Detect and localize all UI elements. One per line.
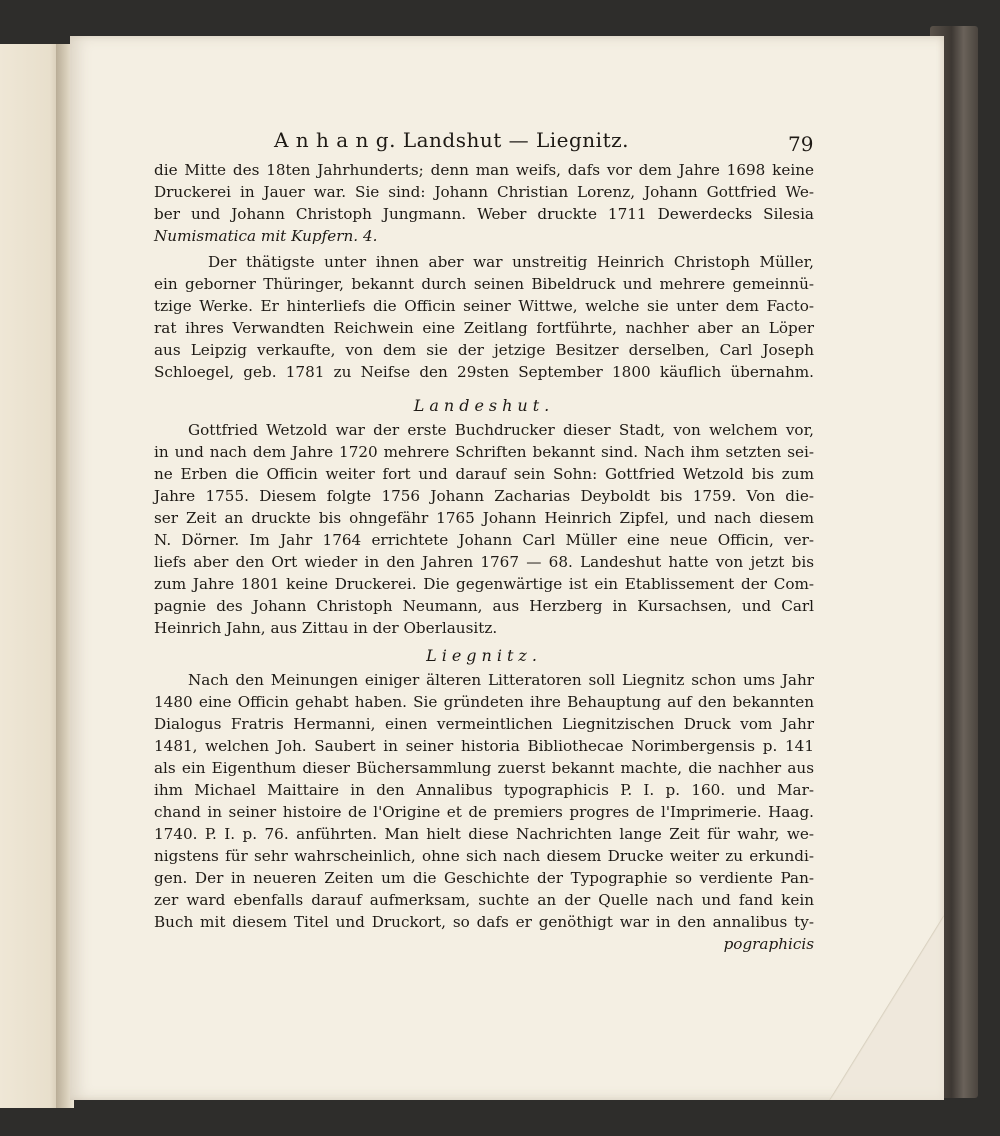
text-line: als ein Eigenthum dieser Büchersammlung zuerst bekannt machte, die nachher aus (154, 759, 814, 777)
text-line: Heinrich Jahn, aus Zittau in der Oberlausitz. (154, 619, 498, 637)
text-line: gen. Der in neueren Zeiten um die Geschichte der Typographie so verdiente Pan- (154, 869, 814, 887)
text-line: nigstens für sehr wahrscheinlich, ohne sich nach diesem Drucke weiter zu erkundi- (154, 847, 814, 865)
text-line: zer ward ebenfalls darauf aufmerksam, suchte an der Quelle nach und fand kein (154, 891, 814, 909)
text-line: liefs aber den Ort wieder in den Jahren 1767 — 68. Landeshut hatte von jetzt bis (154, 553, 814, 571)
text-line: ser Zeit an druckte bis ohngefähr 1765 Johann Heinrich Zipfel, und nach diesem (154, 509, 814, 527)
text-line: in und nach dem Jahre 1720 mehrere Schriften bekannt sind. Nach ihm setzten sei- (154, 443, 814, 461)
text-line: 1480 eine Officin gehabt haben. Sie gründeten ihre Behauptung auf den bekannten (154, 693, 814, 711)
text-line: die Mitte des 18ten Jahrhunderts; denn man weifs, dafs vor dem Jahre 1698 keine (154, 161, 814, 179)
section-heading-liegnitz: Liegnitz. (426, 646, 542, 665)
text-line: ber und Johann Christoph Jungmann. Weber druckte 1711 Dewerdecks Silesia (154, 205, 814, 223)
text-line: 1481, welchen Joh. Saubert in seiner historia Bibliothecae Norimbergensis p. 141 (154, 737, 814, 755)
text-line: pagnie des Johann Christoph Neumann, aus Herzberg in Kursachsen, und Carl (154, 597, 814, 615)
page-number: 79 (788, 132, 814, 156)
running-head: A n h a n g. Landshut — Liegnitz. (274, 128, 630, 152)
text-line: ein geborner Thüringer, bekannt durch seinen Bibeldruck und mehrere gemeinnü- (154, 275, 814, 293)
text-line: Druckerei in Jauer war. Sie sind: Johann Christian Lorenz, Johann Gottfried We- (154, 183, 814, 201)
text-line: Buch mit diesem Titel und Druckort, so dafs er genöthigt war in den annalibus ty- (154, 913, 814, 931)
text-line: ihm Michael Maittaire in den Annalibus typographicis P. I. p. 160. und Mar- (154, 781, 814, 799)
text-line: 1740. P. I. p. 76. anführten. Man hielt diese Nachrichten lange Zeit für wahr, we- (154, 825, 814, 843)
text-line: Nach den Meinungen einiger älteren Litteratoren soll Liegnitz schon ums Jahr (188, 671, 814, 689)
section-heading-landeshut: Landeshut. (413, 396, 555, 415)
text-line: aus Leipzig verkaufte, von dem sie der jetzige Besitzer derselben, Carl Joseph (154, 341, 814, 359)
text-line: Der thätigste unter ihnen aber war unstreitig Heinrich Christoph Müller, (208, 253, 814, 271)
text-line: zum Jahre 1801 keine Druckerei. Die gegenwärtige ist ein Etablissement der Com- (154, 575, 814, 593)
text-line: Schloegel, geb. 1781 zu Neifse den 29sten September 1800 käuflich übernahm. (154, 363, 814, 381)
facing-page (0, 44, 62, 1108)
text-line: Numismatica mit Kupfern. 4. (154, 227, 378, 245)
text-line: tzige Werke. Er hinterliefs die Officin seiner Wittwe, welche sie unter dem Facto- (154, 297, 814, 315)
book-page (70, 36, 944, 1100)
text-line: ne Erben die Officin weiter fort und darauf sein Sohn: Gottfried Wetzold bis zum (154, 465, 814, 483)
text-line: rat ihres Verwandten Reichwein eine Zeitlang fortführte, nachher aber an Löper (154, 319, 814, 337)
text-line: Dialogus Fratris Hermanni, einen vermeintlichen Liegnitzischen Druck vom Jahr (154, 715, 814, 733)
catchword: pographicis (723, 935, 814, 953)
text-line: Gottfried Wetzold war der erste Buchdrucker dieser Stadt, von welchem vor, (188, 421, 814, 439)
text-line: Jahre 1755. Diesem folgte 1756 Johann Zacharias Deyboldt bis 1759. Von die- (154, 487, 814, 505)
text-line: chand in seiner histoire de l'Origine et de premiers progres de l'Imprimerie. Haag. (154, 803, 814, 821)
page-text (70, 36, 944, 1100)
text-line: N. Dörner. Im Jahr 1764 errichtete Johann Carl Müller eine neue Officin, ver- (154, 531, 814, 549)
